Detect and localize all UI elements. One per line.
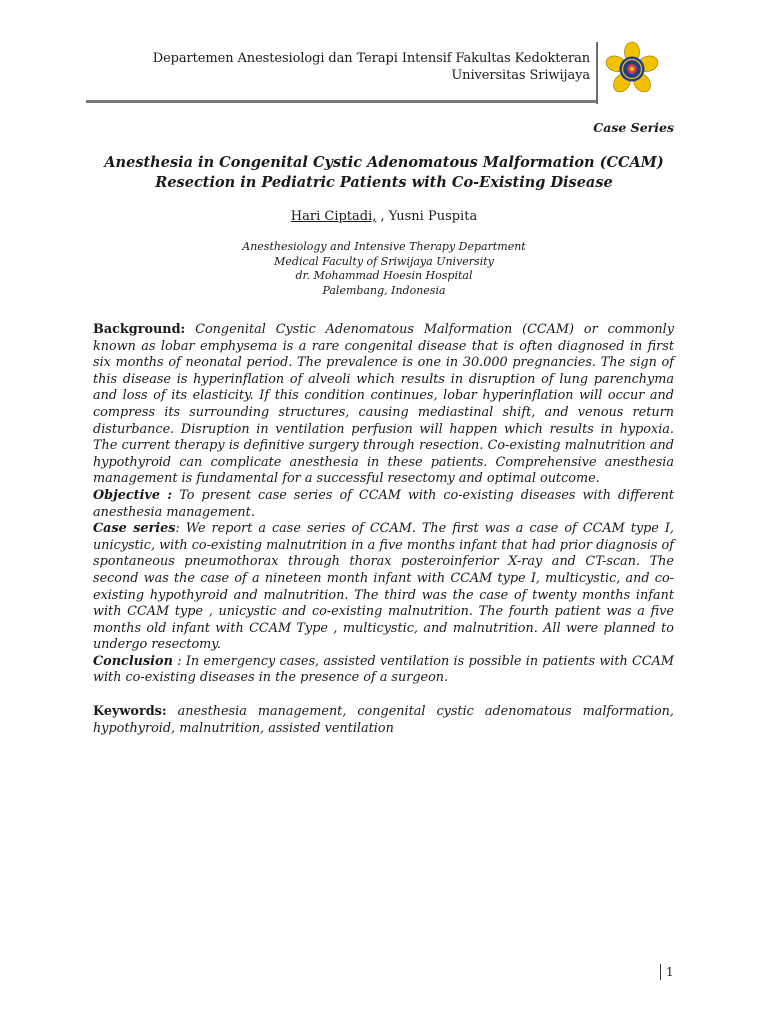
header-department: Departemen Anestesiologi dan Terapi Intensif Fakultas Kedokteran — [152, 51, 590, 66]
objective-text: To present case series of CCAM with co-existing diseases with different anesthesia management. — [93, 487, 674, 520]
case-series-text: : We report a case series of CCAM. The first was a case of CCAM type I, unicystic, with co-existing malnutrition in a five months infant that had prior diagnosis of spontaneous pneumothorax through thorax posteroinferior X-ray and CT-scan. The second was the case of a nineteen month infant with CCAM type I, multicystic, and co-existing hypothyroid and malnutrition. The third was the case of twenty months infant with CCAM type , unicystic and co-existing malnutrition. The fourth patient was a five months old infant with CCAM Type , multicystic, and malnutrition. All were planned to undergo resectomy. — [93, 521, 674, 653]
abstract — [93, 322, 674, 737]
abstract-case-series — [93, 521, 674, 654]
affiliation-block — [84, 240, 684, 298]
affiliation-faculty: Medical Faculty of Sriwijaya University — [274, 254, 494, 268]
author-list — [84, 209, 684, 224]
keywords-text: anesthesia management, congenital cystic adenomatous malformation, hypothyroid, malnutrition, assisted ventilation — [93, 704, 674, 736]
author-rest: , Yusni Puspita — [376, 209, 478, 224]
background-text: Congenital Cystic Adenomatous Malformation (CCAM) or commonly known as lobar emphysema is a rare congenital disease that is often diagnosed in first six months of neonatal period. The prevalence is one in 30.000 pregnancies. The sign of this disease is hyperinflation of alveoli which results in disruption of lung parenchyma and loss of its elasticity. If this condition continues, lobar hyperinflation will occur and compress its surrounding structures, causing mediastinal shift, and venous return disturbance. Disruption in ventilation perfusion will happen which results in hypoxia. The current therapy is definitive surgery through resection. Co-existing malnutrition and hypothyroid can complicate anesthesia in these patients. Comprehensive anesthesia management is fundamental for a successful resectomy and optimal outcome. — [93, 322, 674, 487]
university-logo-icon — [604, 41, 660, 97]
keywords — [93, 704, 674, 737]
page-number: 1 — [660, 964, 674, 980]
running-header — [153, 50, 590, 84]
author-first: Hari Ciptadi, — [290, 209, 377, 224]
conclusion-label: Conclusion — [93, 653, 173, 669]
objective-label: Objective : — [93, 487, 173, 503]
keywords-label: Keywords: — [93, 704, 167, 720]
section-label: Case Series — [593, 120, 674, 135]
abstract-background — [93, 322, 674, 488]
affiliation-hospital: dr. Mohammad Hoesin Hospital — [295, 269, 473, 283]
conclusion-text: : In emergency cases, assisted ventilation is possible in patients with CCAM with co-existing diseases in the presence of a surgeon. — [93, 653, 674, 686]
affiliation-city: Palembang, Indonesia — [322, 283, 446, 297]
header-university: Universitas Sriwijaya — [451, 68, 590, 83]
header-divider-horizontal — [86, 100, 597, 103]
case-series-label: Case series — [93, 521, 176, 537]
header-divider-vertical — [596, 42, 598, 104]
background-label: Background: — [93, 322, 186, 337]
affiliation-department: Anesthesiology and Intensive Therapy Department — [242, 240, 526, 253]
paper-title-line-1: Anesthesia in Congenital Cystic Adenomatous Malformation (CCAM) — [104, 154, 664, 171]
abstract-objective — [93, 488, 674, 521]
abstract-conclusion — [93, 654, 674, 687]
paper-title-line-2: Resection in Pediatric Patients with Co-Existing Disease — [155, 174, 613, 191]
